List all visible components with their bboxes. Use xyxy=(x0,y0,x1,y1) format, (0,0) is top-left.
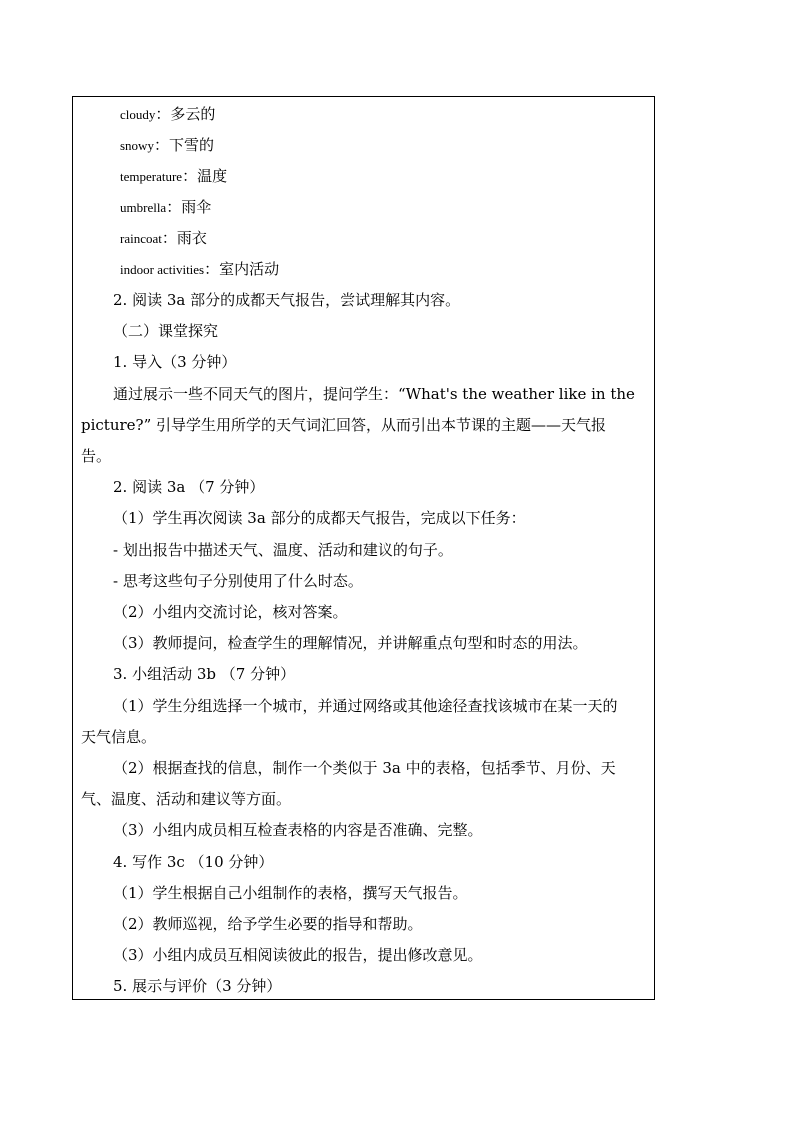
step-heading: 5. 展示与评价（3 分钟） xyxy=(113,977,282,995)
paragraph: （2）小组内交流讨论，核对答案。 xyxy=(113,603,348,621)
step-heading: 2. 阅读 3a （7 分钟） xyxy=(113,478,265,496)
paragraph: （3）小组内成员相互检查表格的内容是否准确、完整。 xyxy=(113,821,483,839)
paragraph: picture?” 引导学生用所学的天气词汇回答，从而引出本节课的主题——天气报 xyxy=(81,416,607,434)
vocab-item: cloudy：多云的 xyxy=(120,105,216,123)
vocab-item: raincoat：雨衣 xyxy=(120,229,207,247)
section-heading: （二）课堂探究 xyxy=(113,322,219,340)
step-heading: 1. 导入（3 分钟） xyxy=(113,353,237,371)
paragraph: 2. 阅读 3a 部分的成都天气报告，尝试理解其内容。 xyxy=(113,291,461,309)
vocab-item: snowy：下雪的 xyxy=(120,136,214,154)
paragraph: 气、温度、活动和建议等方面。 xyxy=(81,790,292,808)
lesson-table-cell xyxy=(72,96,655,1000)
paragraph: 告。 xyxy=(81,447,112,465)
paragraph: （1）学生分组选择一个城市，并通过网络或其他途径查找该城市在某一天的 xyxy=(113,697,618,715)
vocab-item: temperature：温度 xyxy=(120,167,228,185)
list-item: - 划出报告中描述天气、温度、活动和建议的句子。 xyxy=(113,541,453,559)
step-heading: 3. 小组活动 3b （7 分钟） xyxy=(113,665,296,683)
list-item: - 思考这些句子分别使用了什么时态。 xyxy=(113,572,363,590)
vocab-item: umbrella：雨伞 xyxy=(120,198,212,216)
paragraph: （3）教师提问，检查学生的理解情况，并讲解重点句型和时态的用法。 xyxy=(113,634,588,652)
paragraph: （2）根据查找的信息，制作一个类似于 3a 中的表格，包括季节、月份、天 xyxy=(113,759,616,777)
step-heading: 4. 写作 3c （10 分钟） xyxy=(113,853,274,871)
paragraph: （3）小组内成员互相阅读彼此的报告，提出修改意见。 xyxy=(113,946,483,964)
paragraph: （1）学生再次阅读 3a 部分的成都天气报告，完成以下任务： xyxy=(113,509,526,527)
paragraph: 天气信息。 xyxy=(81,728,157,746)
paragraph: 通过展示一些不同天气的图片，提问学生：“What's the weather like in the xyxy=(113,385,635,403)
paragraph: （1）学生根据自己小组制作的表格，撰写天气报告。 xyxy=(113,884,468,902)
paragraph: （2）教师巡视，给予学生必要的指导和帮助。 xyxy=(113,915,423,933)
vocab-item: indoor activities：室内活动 xyxy=(120,260,280,278)
